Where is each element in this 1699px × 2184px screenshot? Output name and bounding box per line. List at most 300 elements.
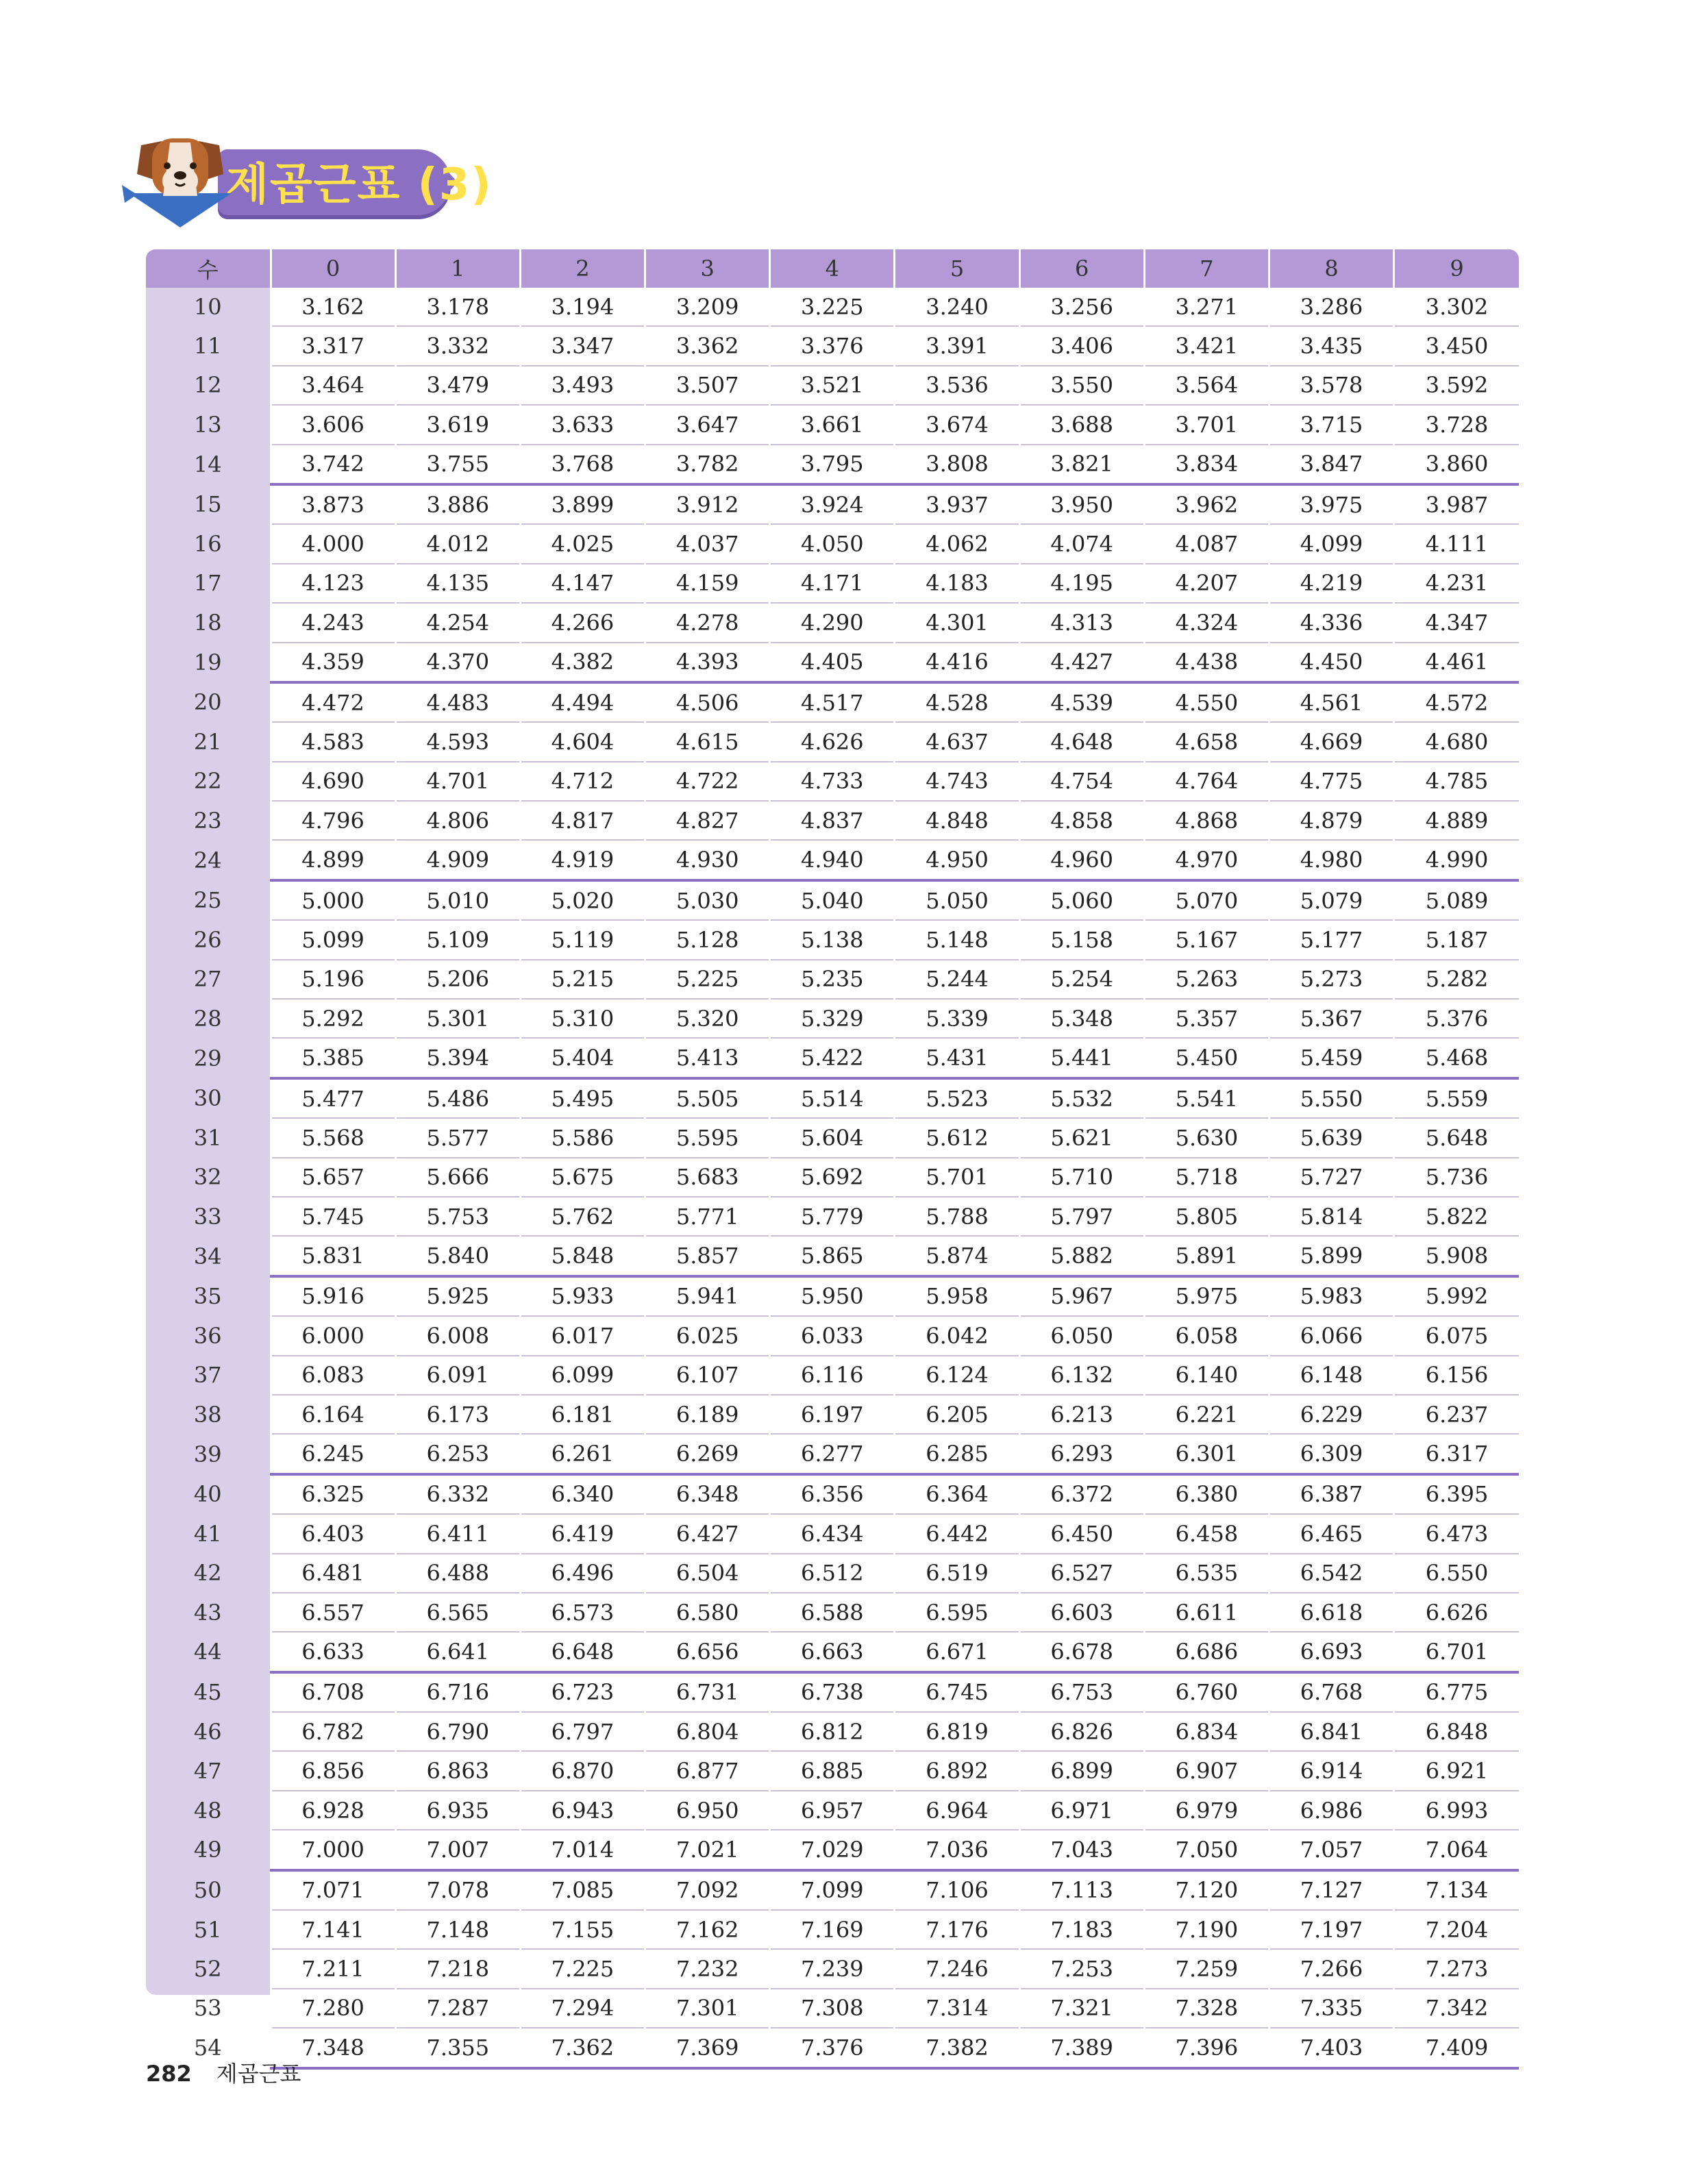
table-row <box>146 1158 1519 1197</box>
sqrt-value-cell: 4.950 <box>895 840 1019 880</box>
sqrt-value-cell: 6.293 <box>1019 1434 1144 1474</box>
table-row <box>146 524 1519 563</box>
sqrt-value-cell: 6.928 <box>271 1791 395 1830</box>
sqrt-value-cell: 5.187 <box>1394 920 1519 959</box>
sqrt-value-cell: 4.785 <box>1394 762 1519 801</box>
sqrt-value-cell: 4.243 <box>271 603 395 642</box>
sqrt-value-cell: 5.167 <box>1144 920 1269 959</box>
sqrt-value-cell: 4.743 <box>895 762 1019 801</box>
sqrt-value-cell: 6.656 <box>645 1632 770 1672</box>
sqrt-value-cell: 6.550 <box>1394 1554 1519 1593</box>
sqrt-value-cell: 4.909 <box>395 840 520 880</box>
sqrt-value-cell: 6.775 <box>1394 1672 1519 1712</box>
sqrt-value-cell: 6.075 <box>1394 1316 1519 1355</box>
sqrt-value-cell: 5.468 <box>1394 1038 1519 1078</box>
sqrt-value-cell: 4.219 <box>1269 564 1394 603</box>
row-number: 17 <box>193 570 222 597</box>
row-number: 41 <box>193 1520 222 1547</box>
sqrt-value-cell: 4.087 <box>1144 524 1269 563</box>
sqrt-value-cell: 4.604 <box>520 722 645 761</box>
sqrt-value-cell: 5.320 <box>645 999 770 1038</box>
sqrt-value-cell: 7.197 <box>1269 1910 1394 1949</box>
sqrt-value-cell: 7.029 <box>770 1830 895 1870</box>
sqrt-value-cell: 3.271 <box>1144 288 1269 326</box>
sqrt-value-cell: 6.450 <box>1019 1514 1144 1553</box>
sqrt-value-cell: 7.071 <box>271 1870 395 1910</box>
sqrt-value-cell: 4.669 <box>1269 722 1394 761</box>
sqrt-value-cell: 5.040 <box>770 880 895 920</box>
row-number: 15 <box>193 491 222 518</box>
sqrt-value-cell: 7.273 <box>1394 1949 1519 1988</box>
sqrt-value-cell: 5.577 <box>395 1118 520 1157</box>
sqrt-value-cell: 5.235 <box>770 960 895 999</box>
sqrt-value-cell: 5.831 <box>271 1236 395 1276</box>
sqrt-value-cell: 7.092 <box>645 1870 770 1910</box>
dog-mascot-icon <box>122 132 238 234</box>
sqrt-value-cell: 4.278 <box>645 603 770 642</box>
sqrt-value-cell: 6.663 <box>770 1632 895 1672</box>
sqrt-value-cell: 3.286 <box>1269 288 1394 326</box>
sqrt-value-cell: 5.385 <box>271 1038 395 1078</box>
sqrt-value-cell: 7.211 <box>271 1949 395 1988</box>
sqrt-value-cell: 6.834 <box>1144 1712 1269 1751</box>
sqrt-value-cell: 6.173 <box>395 1395 520 1434</box>
sqrt-value-cell: 6.148 <box>1269 1356 1394 1395</box>
sqrt-value-cell: 4.690 <box>271 762 395 801</box>
table-row <box>146 405 1519 444</box>
sqrt-value-cell: 4.483 <box>395 682 520 722</box>
sqrt-value-cell: 7.389 <box>1019 2028 1144 2068</box>
row-number: 52 <box>193 1956 222 1983</box>
table-row <box>146 326 1519 365</box>
sqrt-value-cell: 4.858 <box>1019 801 1144 840</box>
sqrt-value-cell: 4.393 <box>645 643 770 682</box>
sqrt-value-cell: 5.109 <box>395 920 520 959</box>
sqrt-value-cell: 4.879 <box>1269 801 1394 840</box>
table-row <box>146 1910 1519 1949</box>
sqrt-value-cell: 6.380 <box>1144 1474 1269 1514</box>
sqrt-value-cell: 6.863 <box>395 1751 520 1790</box>
sqrt-value-cell: 6.285 <box>895 1434 1019 1474</box>
sqrt-value-cell: 4.980 <box>1269 840 1394 880</box>
sqrt-value-cell: 6.648 <box>520 1632 645 1672</box>
sqrt-value-cell: 7.134 <box>1394 1870 1519 1910</box>
sqrt-value-cell: 6.253 <box>395 1434 520 1474</box>
sqrt-value-cell: 7.301 <box>645 1989 770 2028</box>
sqrt-value-cell: 5.630 <box>1144 1118 1269 1157</box>
sqrt-value-cell: 5.805 <box>1144 1197 1269 1236</box>
sqrt-value-cell: 7.120 <box>1144 1870 1269 1910</box>
sqrt-value-cell: 5.958 <box>895 1276 1019 1316</box>
sqrt-value-cell: 3.782 <box>645 445 770 484</box>
sqrt-value-cell: 3.225 <box>770 288 895 326</box>
sqrt-value-cell: 6.025 <box>645 1316 770 1355</box>
sqrt-value-cell: 5.727 <box>1269 1158 1394 1197</box>
sqrt-value-cell: 7.225 <box>520 1949 645 1988</box>
sqrt-value-cell: 5.925 <box>395 1276 520 1316</box>
sqrt-value-cell: 4.848 <box>895 801 1019 840</box>
sqrt-value-cell: 6.731 <box>645 1672 770 1712</box>
sqrt-value-cell: 5.441 <box>1019 1038 1144 1078</box>
sqrt-value-cell: 5.857 <box>645 1236 770 1276</box>
sqrt-value-cell: 7.314 <box>895 1989 1019 2028</box>
sqrt-value-cell: 5.158 <box>1019 920 1144 959</box>
sqrt-value-cell: 6.856 <box>271 1751 395 1790</box>
sqrt-value-cell: 6.488 <box>395 1554 520 1593</box>
sqrt-value-cell: 6.892 <box>895 1751 1019 1790</box>
sqrt-value-cell: 6.325 <box>271 1474 395 1514</box>
sqrt-value-cell: 6.870 <box>520 1751 645 1790</box>
sqrt-value-cell: 4.960 <box>1019 840 1144 880</box>
table-row <box>146 603 1519 642</box>
sqrt-value-cell: 4.313 <box>1019 603 1144 642</box>
sqrt-value-cell: 5.050 <box>895 880 1019 920</box>
sqrt-value-cell: 5.010 <box>395 880 520 920</box>
table-row <box>146 1474 1519 1514</box>
footer-section-title: 제곱근표 <box>216 2061 301 2087</box>
sqrt-value-cell: 3.376 <box>770 326 895 365</box>
sqrt-value-cell: 3.647 <box>645 405 770 444</box>
sqrt-value-cell: 5.394 <box>395 1038 520 1078</box>
sqrt-value-cell: 3.162 <box>271 288 395 326</box>
column-header: 8 <box>1269 249 1394 288</box>
row-number: 28 <box>193 1005 222 1032</box>
sqrt-value-cell: 5.568 <box>271 1118 395 1157</box>
sqrt-value-cell: 5.070 <box>1144 880 1269 920</box>
table-row <box>146 1632 1519 1672</box>
table-row <box>146 960 1519 999</box>
sqrt-value-cell: 7.176 <box>895 1910 1019 1949</box>
sqrt-value-cell: 4.680 <box>1394 722 1519 761</box>
sqrt-value-cell: 4.806 <box>395 801 520 840</box>
sqrt-value-cell: 7.328 <box>1144 1989 1269 2028</box>
sqrt-value-cell: 3.834 <box>1144 445 1269 484</box>
sqrt-value-cell: 5.908 <box>1394 1236 1519 1276</box>
table-row <box>146 1870 1519 1910</box>
sqrt-value-cell: 6.481 <box>271 1554 395 1593</box>
sqrt-value-cell: 6.317 <box>1394 1434 1519 1474</box>
sqrt-value-cell: 5.595 <box>645 1118 770 1157</box>
sqrt-value-cell: 4.111 <box>1394 524 1519 563</box>
sqrt-value-cell: 7.000 <box>271 1830 395 1870</box>
sqrt-value-cell: 5.814 <box>1269 1197 1394 1236</box>
sqrt-value-cell: 6.595 <box>895 1593 1019 1632</box>
row-number: 49 <box>193 1837 222 1863</box>
sqrt-value-cell: 3.347 <box>520 326 645 365</box>
sqrt-value-cell: 6.841 <box>1269 1712 1394 1751</box>
sqrt-value-cell: 3.987 <box>1394 484 1519 524</box>
column-header: 7 <box>1144 249 1269 288</box>
sqrt-value-cell: 6.403 <box>271 1514 395 1553</box>
sqrt-value-cell: 6.458 <box>1144 1514 1269 1553</box>
sqrt-value-cell: 6.993 <box>1394 1791 1519 1830</box>
sqrt-value-cell: 7.246 <box>895 1949 1019 1988</box>
row-number: 36 <box>193 1322 222 1349</box>
row-number: 35 <box>193 1282 222 1309</box>
sqrt-value-cell: 3.912 <box>645 484 770 524</box>
table-row <box>146 445 1519 484</box>
sqrt-value-cell: 5.675 <box>520 1158 645 1197</box>
sqrt-value-cell: 5.736 <box>1394 1158 1519 1197</box>
sqrt-value-cell: 5.992 <box>1394 1276 1519 1316</box>
sqrt-value-cell: 3.924 <box>770 484 895 524</box>
sqrt-value-cell: 5.683 <box>645 1158 770 1197</box>
sqrt-value-cell: 3.464 <box>271 366 395 405</box>
sqrt-value-cell: 3.507 <box>645 366 770 405</box>
sqrt-value-cell: 3.768 <box>520 445 645 484</box>
sqrt-value-cell: 7.141 <box>271 1910 395 1949</box>
sqrt-value-cell: 5.282 <box>1394 960 1519 999</box>
sqrt-value-cell: 6.083 <box>271 1356 395 1395</box>
table-header-row <box>146 249 1519 288</box>
sqrt-value-cell: 5.431 <box>895 1038 1019 1078</box>
sqrt-value-cell: 5.263 <box>1144 960 1269 999</box>
row-number: 50 <box>193 1876 222 1903</box>
sqrt-value-cell: 6.008 <box>395 1316 520 1355</box>
sqrt-value-cell: 7.280 <box>271 1989 395 2028</box>
sqrt-value-cell: 5.339 <box>895 999 1019 1038</box>
sqrt-value-cell: 3.435 <box>1269 326 1394 365</box>
sqrt-value-cell: 4.827 <box>645 801 770 840</box>
sqrt-value-cell: 5.788 <box>895 1197 1019 1236</box>
table-row <box>146 564 1519 603</box>
sqrt-value-cell: 7.057 <box>1269 1830 1394 1870</box>
sqrt-value-cell: 4.506 <box>645 682 770 722</box>
table-row <box>146 1434 1519 1474</box>
sqrt-value-cell: 5.657 <box>271 1158 395 1197</box>
row-number: 54 <box>193 2035 222 2061</box>
sqrt-value-cell: 4.025 <box>520 524 645 563</box>
sqrt-value-cell: 5.148 <box>895 920 1019 959</box>
sqrt-value-cell: 7.369 <box>645 2028 770 2068</box>
sqrt-value-cell: 4.550 <box>1144 682 1269 722</box>
sqrt-value-cell: 5.079 <box>1269 880 1394 920</box>
row-number: 33 <box>193 1203 222 1230</box>
sqrt-value-cell: 5.718 <box>1144 1158 1269 1197</box>
table-row <box>146 1276 1519 1316</box>
sqrt-value-cell: 3.256 <box>1019 288 1144 326</box>
sqrt-value-cell: 3.975 <box>1269 484 1394 524</box>
sqrt-value-cell: 4.796 <box>271 801 395 840</box>
row-number: 27 <box>193 966 222 993</box>
sqrt-value-cell: 5.459 <box>1269 1038 1394 1078</box>
sqrt-value-cell: 6.156 <box>1394 1356 1519 1395</box>
sqrt-value-cell: 7.085 <box>520 1870 645 1910</box>
sqrt-value-cell: 5.138 <box>770 920 895 959</box>
sqrt-value-cell: 4.517 <box>770 682 895 722</box>
sqrt-value-cell: 3.808 <box>895 445 1019 484</box>
sqrt-value-cell: 6.943 <box>520 1791 645 1830</box>
sqrt-value-cell: 6.671 <box>895 1632 1019 1672</box>
sqrt-value-cell: 6.348 <box>645 1474 770 1514</box>
sqrt-value-cell: 4.266 <box>520 603 645 642</box>
sqrt-value-cell: 6.197 <box>770 1395 895 1434</box>
sqrt-value-cell: 6.301 <box>1144 1434 1269 1474</box>
sqrt-value-cell: 3.795 <box>770 445 895 484</box>
row-number: 25 <box>193 887 222 914</box>
sqrt-value-cell: 6.964 <box>895 1791 1019 1830</box>
column-header: 6 <box>1019 249 1144 288</box>
sqrt-value-cell: 7.099 <box>770 1870 895 1910</box>
sqrt-value-cell: 5.639 <box>1269 1118 1394 1157</box>
table-row <box>146 1078 1519 1118</box>
sqrt-value-cell: 5.020 <box>520 880 645 920</box>
row-number: 37 <box>193 1362 222 1389</box>
sqrt-value-cell: 4.583 <box>271 722 395 761</box>
sqrt-value-cell: 4.889 <box>1394 801 1519 840</box>
sqrt-value-cell: 3.421 <box>1144 326 1269 365</box>
sqrt-value-cell: 5.532 <box>1019 1078 1144 1118</box>
sqrt-value-cell: 3.661 <box>770 405 895 444</box>
column-header: 수 <box>197 257 219 283</box>
sqrt-value-cell: 4.171 <box>770 564 895 603</box>
sqrt-value-cell: 5.505 <box>645 1078 770 1118</box>
table-row <box>146 1593 1519 1632</box>
sqrt-value-cell: 6.107 <box>645 1356 770 1395</box>
sqrt-value-cell: 4.207 <box>1144 564 1269 603</box>
sqrt-value-cell: 5.254 <box>1019 960 1144 999</box>
table-row <box>146 682 1519 722</box>
sqrt-value-cell: 6.332 <box>395 1474 520 1514</box>
sqrt-value-cell: 6.395 <box>1394 1474 1519 1514</box>
sqrt-value-cell: 6.411 <box>395 1514 520 1553</box>
sqrt-value-cell: 3.742 <box>271 445 395 484</box>
table-row <box>146 1514 1519 1553</box>
row-number: 45 <box>193 1678 222 1705</box>
sqrt-value-cell: 3.688 <box>1019 405 1144 444</box>
sqrt-value-cell: 6.140 <box>1144 1356 1269 1395</box>
sqrt-value-cell: 4.919 <box>520 840 645 880</box>
column-header: 2 <box>520 249 645 288</box>
sqrt-value-cell: 6.753 <box>1019 1672 1144 1712</box>
row-number: 12 <box>193 372 222 399</box>
sqrt-value-cell: 5.745 <box>271 1197 395 1236</box>
sqrt-value-cell: 4.722 <box>645 762 770 801</box>
sqrt-value-cell: 3.209 <box>645 288 770 326</box>
sqrt-value-cell: 6.000 <box>271 1316 395 1355</box>
sqrt-value-cell: 5.779 <box>770 1197 895 1236</box>
sqrt-value-cell: 6.527 <box>1019 1554 1144 1593</box>
sqrt-value-cell: 3.899 <box>520 484 645 524</box>
table-row <box>146 1554 1519 1593</box>
sqrt-value-cell: 5.559 <box>1394 1078 1519 1118</box>
sqrt-value-cell: 3.962 <box>1144 484 1269 524</box>
table-row <box>146 2028 1519 2068</box>
sqrt-value-cell: 7.342 <box>1394 1989 1519 2028</box>
sqrt-value-cell: 6.565 <box>395 1593 520 1632</box>
sqrt-value-cell: 7.259 <box>1144 1949 1269 1988</box>
row-number: 48 <box>193 1797 222 1824</box>
sqrt-value-cell: 7.162 <box>645 1910 770 1949</box>
row-number: 22 <box>193 768 222 795</box>
sqrt-value-cell: 7.382 <box>895 2028 1019 2068</box>
sqrt-value-cell: 4.940 <box>770 840 895 880</box>
sqrt-value-cell: 6.907 <box>1144 1751 1269 1790</box>
sqrt-value-cell: 3.564 <box>1144 366 1269 405</box>
sqrt-value-cell: 6.058 <box>1144 1316 1269 1355</box>
sqrt-value-cell: 6.091 <box>395 1356 520 1395</box>
table-row <box>146 643 1519 682</box>
sqrt-value-cell: 4.572 <box>1394 682 1519 722</box>
sqrt-value-cell: 7.106 <box>895 1870 1019 1910</box>
sqrt-value-cell: 7.348 <box>271 2028 395 2068</box>
sqrt-value-cell: 7.335 <box>1269 1989 1394 2028</box>
page-footer <box>146 2057 301 2091</box>
sqrt-value-cell: 4.324 <box>1144 603 1269 642</box>
sqrt-value-cell: 7.294 <box>520 1989 645 2028</box>
sqrt-value-cell: 6.372 <box>1019 1474 1144 1514</box>
row-number: 30 <box>193 1085 222 1111</box>
sqrt-value-cell: 6.099 <box>520 1356 645 1395</box>
sqrt-value-cell: 4.336 <box>1269 603 1394 642</box>
sqrt-value-cell: 6.066 <box>1269 1316 1394 1355</box>
sqrt-value-cell: 5.357 <box>1144 999 1269 1038</box>
sqrt-value-cell: 5.128 <box>645 920 770 959</box>
row-number: 19 <box>193 649 222 675</box>
sqrt-value-cell: 5.450 <box>1144 1038 1269 1078</box>
sqrt-value-cell: 4.301 <box>895 603 1019 642</box>
sqrt-value-cell: 4.528 <box>895 682 1019 722</box>
sqrt-value-cell: 3.536 <box>895 366 1019 405</box>
sqrt-value-cell: 3.578 <box>1269 366 1394 405</box>
sqrt-value-cell: 6.542 <box>1269 1554 1394 1593</box>
sqrt-value-cell: 6.535 <box>1144 1554 1269 1593</box>
row-number: 18 <box>193 609 222 636</box>
sqrt-value-cell: 3.362 <box>645 326 770 365</box>
table-row <box>146 801 1519 840</box>
sqrt-value-cell: 5.119 <box>520 920 645 959</box>
sqrt-value-cell: 5.310 <box>520 999 645 1038</box>
sqrt-value-cell: 5.771 <box>645 1197 770 1236</box>
sqrt-value-cell: 4.817 <box>520 801 645 840</box>
sqrt-value-cell: 3.606 <box>271 405 395 444</box>
sqrt-value-cell: 5.753 <box>395 1197 520 1236</box>
sqrt-value-cell: 4.195 <box>1019 564 1144 603</box>
table-row <box>146 880 1519 920</box>
sqrt-value-cell: 3.728 <box>1394 405 1519 444</box>
sqrt-value-cell: 6.633 <box>271 1632 395 1672</box>
sqrt-value-cell: 3.332 <box>395 326 520 365</box>
sqrt-value-cell: 6.340 <box>520 1474 645 1514</box>
sqrt-value-cell: 7.253 <box>1019 1949 1144 1988</box>
sqrt-value-cell: 4.561 <box>1269 682 1394 722</box>
sqrt-value-cell: 6.116 <box>770 1356 895 1395</box>
sqrt-value-cell: 6.580 <box>645 1593 770 1632</box>
sqrt-value-cell: 6.261 <box>520 1434 645 1474</box>
sqrt-value-cell: 4.868 <box>1144 801 1269 840</box>
sqrt-value-cell: 3.550 <box>1019 366 1144 405</box>
sqrt-value-cell: 4.290 <box>770 603 895 642</box>
sqrt-value-cell: 3.493 <box>520 366 645 405</box>
sqrt-value-cell: 4.347 <box>1394 603 1519 642</box>
row-number: 53 <box>193 1995 222 2022</box>
table-row <box>146 1395 1519 1434</box>
sqrt-value-cell: 5.865 <box>770 1236 895 1276</box>
sqrt-value-cell: 6.611 <box>1144 1593 1269 1632</box>
sqrt-value-cell: 4.159 <box>645 564 770 603</box>
sqrt-value-cell: 4.359 <box>271 643 395 682</box>
sqrt-value-cell: 3.479 <box>395 366 520 405</box>
sqrt-value-cell: 5.797 <box>1019 1197 1144 1236</box>
sqrt-value-cell: 6.387 <box>1269 1474 1394 1514</box>
sqrt-value-cell: 5.292 <box>271 999 395 1038</box>
sqrt-value-cell: 6.229 <box>1269 1395 1394 1434</box>
sqrt-value-cell: 6.826 <box>1019 1712 1144 1751</box>
sqrt-value-cell: 3.715 <box>1269 405 1394 444</box>
sqrt-value-cell: 6.277 <box>770 1434 895 1474</box>
sqrt-value-cell: 6.921 <box>1394 1751 1519 1790</box>
sqrt-value-cell: 6.213 <box>1019 1395 1144 1434</box>
